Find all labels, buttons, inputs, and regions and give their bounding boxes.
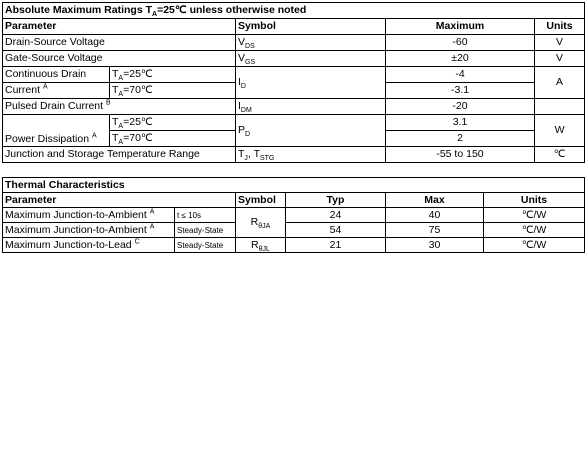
param-cell: Maximum Junction-to-Lead $^C$ — [3, 238, 175, 253]
absolute-maximum-ratings-table — [2, 2, 585, 163]
unit-cell: ℃/W — [484, 208, 585, 223]
table-row — [3, 99, 585, 115]
condition-cell: t ≤ 10s — [175, 208, 236, 223]
max-cell: 75 — [386, 223, 484, 238]
header-parameter: Parameter — [3, 193, 236, 208]
thermal-characteristics-table — [2, 177, 585, 253]
value-cell: -55 to 150 — [386, 147, 535, 163]
unit-cell: V — [535, 51, 585, 67]
condition-cell: Steady-State — [175, 238, 236, 253]
unit-cell: ℃/W — [484, 238, 585, 253]
value-cell: ±20 — [386, 51, 535, 67]
symbol-cell: $R_{\theta JA}$ — [236, 208, 286, 238]
param-cell: Pulsed Drain Current $^B$ — [3, 99, 236, 115]
header-row — [3, 193, 585, 208]
table-row — [3, 67, 585, 83]
table-row — [3, 238, 585, 253]
header-typ: Typ — [286, 193, 386, 208]
table-row — [3, 115, 585, 131]
header-units: Units — [484, 193, 585, 208]
symbol-cell: $V_{DS}$ — [236, 35, 386, 51]
table-title-row — [3, 3, 585, 19]
param-cell: Current $^A$ — [3, 83, 110, 99]
header-parameter: Parameter — [3, 19, 236, 35]
symbol-cell: $V_{GS}$ — [236, 51, 386, 67]
unit-cell: ℃ — [535, 147, 585, 163]
param-cell: Maximum Junction-to-Ambient $^A$ — [3, 223, 175, 238]
symbol-cell: $P_D$ — [236, 115, 386, 147]
table-row — [3, 147, 585, 163]
symbol-cell: $R_{\theta JL}$ — [236, 238, 286, 253]
param-cell: Junction and Storage Temperature Range — [3, 147, 236, 163]
param-cell: Gate-Source Voltage — [3, 51, 236, 67]
header-row — [3, 19, 585, 35]
param-cell: Power Dissipation $^A$ — [3, 115, 110, 147]
condition-cell: $T_A=70℃$ — [110, 131, 236, 147]
value-cell: -60 — [386, 35, 535, 51]
symbol-cell: $T_J$, $T_{STG}$ — [236, 147, 386, 163]
max-cell: 30 — [386, 238, 484, 253]
unit-cell: A — [535, 67, 585, 99]
header-symbol: Symbol — [236, 19, 386, 35]
unit-cell: W — [535, 115, 585, 147]
condition-cell: $T_A=70℃$ — [110, 83, 236, 99]
symbol-cell: $I_D$ — [236, 67, 386, 99]
table-row — [3, 51, 585, 67]
typ-cell: 24 — [286, 208, 386, 223]
condition-cell: Steady-State — [175, 223, 236, 238]
table-row — [3, 35, 585, 51]
header-maximum: Maximum — [386, 19, 535, 35]
param-cell: Drain-Source Voltage — [3, 35, 236, 51]
symbol-cell: $I_{DM}$ — [236, 99, 386, 115]
table-title: Thermal Characteristics — [3, 178, 585, 193]
table-title: Absolute Maximum Ratings $T_A=25℃$ unless otherwise noted — [3, 3, 585, 19]
table-row — [3, 208, 585, 223]
header-max: Max — [386, 193, 484, 208]
unit-cell: V — [535, 35, 585, 51]
typ-cell: 21 — [286, 238, 386, 253]
table-row — [3, 223, 585, 238]
param-cell: Continuous Drain — [3, 67, 110, 83]
header-symbol: Symbol — [236, 193, 286, 208]
value-cell: 2 — [386, 131, 535, 147]
header-units: Units — [535, 19, 585, 35]
unit-cell — [535, 99, 585, 115]
value-cell: -4 — [386, 67, 535, 83]
typ-cell: 54 — [286, 223, 386, 238]
table-title-row — [3, 178, 585, 193]
param-cell: Maximum Junction-to-Ambient $^A$ — [3, 208, 175, 223]
max-cell: 40 — [386, 208, 484, 223]
condition-cell: $T_A=25℃$ — [110, 115, 236, 131]
value-cell: -20 — [386, 99, 535, 115]
unit-cell: ℃/W — [484, 223, 585, 238]
value-cell: -3.1 — [386, 83, 535, 99]
condition-cell: $T_A=25℃$ — [110, 67, 236, 83]
value-cell: 3.1 — [386, 115, 535, 131]
